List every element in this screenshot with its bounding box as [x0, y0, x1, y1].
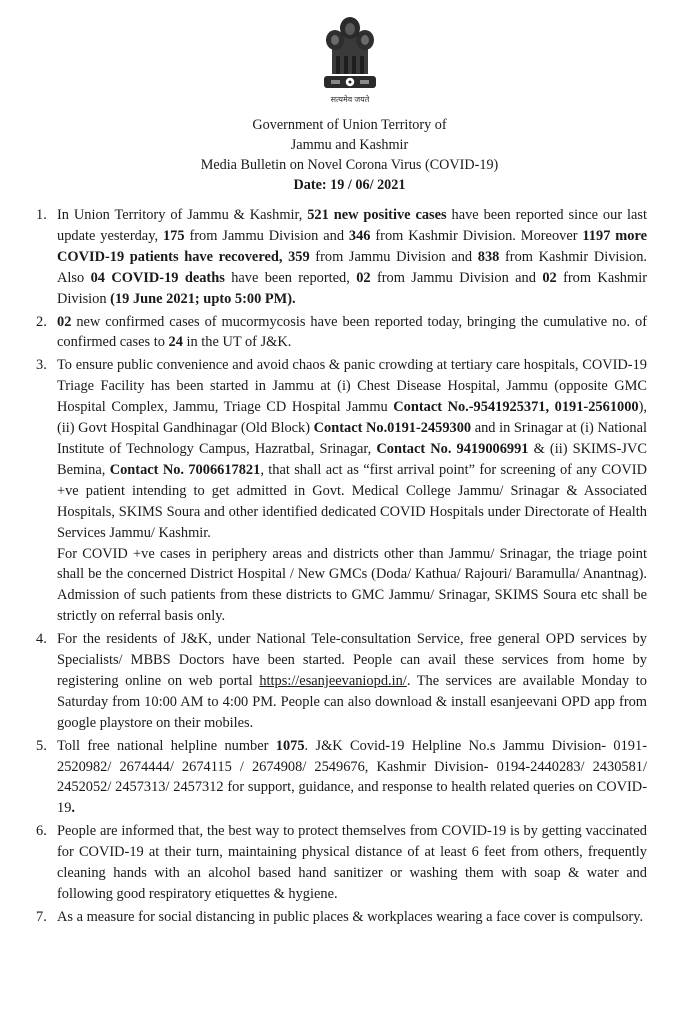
header-bulletin-title: Media Bulletin on Novel Corona Virus (COVID-19) [200, 157, 499, 173]
body-text: For COVID +ve cases in periphery areas and districts other than Jammu/ Srinagar, the triage point shall be the concerned District Hospital / New GMCs (Doda/ Kathua/ Rajouri/ Baramulla/ Anantnag). Admission of such patients from these districts to GMC Jammu/ Srinagar, SKIMS Soura etc shall be strictly on referral basis only. [57, 545, 647, 625]
national-emblem-icon [302, 10, 398, 102]
bulletin-point-paragraph [57, 629, 647, 734]
bulletin-point-paragraph [57, 355, 647, 543]
bulletin-point-number: 7. [36, 908, 47, 925]
emphasized-text: 1075 [275, 737, 305, 754]
body-text: People are informed that, the best way to protect themselves from COVID-19 is by getting vaccinated for COVID-19 at their turn, maintaining physical distance of at least 6 feet from others, frequently cleaning hands with an alcohol based hand sanitizer or washing them with soap & water and following good respiratory etiquettes & hygiene. [57, 823, 647, 902]
bulletin-point [0, 821, 699, 905]
emphasized-text: Contact No.0191-2459300 [313, 420, 472, 437]
body-text: from Kashmir Division [57, 269, 647, 307]
body-text: . J&K Covid-19 Helpline No.s Jammu Division- 0191-2520982/ 2674444/ 2674115 / 2674908/ 2549676, Kashmir Division- 0194-2440283/ 2430581/ 2452052/ 2457313/ 2457312 for support, guidance, and response to health related queries on COVID-19 [57, 737, 647, 817]
bulletin-point [0, 736, 699, 820]
emphasized-text: Contact No. 7006617821 [109, 461, 261, 478]
emblem-motto: सत्यमेव जयते [330, 95, 370, 104]
bulletin-point [0, 629, 699, 734]
body-text: have been reported, [224, 269, 357, 286]
bulletin-point-number: 1. [36, 207, 47, 223]
body-text: As a measure for social distancing in public places & workplaces wearing a face cover is compulsory. [57, 908, 644, 925]
body-text: from Jammu Division and [184, 227, 349, 244]
bulletin-points-list [0, 205, 699, 930]
body-text: from Kashmir Division. Moreover [370, 227, 583, 244]
body-text: from Kashmir Division. Also [57, 248, 647, 286]
body-text: from Jammu Division and [370, 269, 543, 286]
bulletin-point [0, 312, 699, 354]
body-text: in the UT of J&K. [182, 334, 292, 351]
body-text: & (ii) SKIMS-JVC Bemina, [57, 440, 647, 478]
body-text: For the residents of J&K, under National Tele-consultation Service, free general OPD services by Specialists/ MBBS Doctors have been started. People can avail these services from home by registering online on web portal [57, 631, 647, 689]
bulletin-point-number: 6. [36, 823, 47, 840]
bulletin-point-number: 2. [36, 313, 47, 330]
bulletin-header [0, 115, 699, 195]
emphasized-text: 04 COVID-19 deaths [90, 269, 225, 286]
body-text: Toll free national helpline number [57, 737, 276, 754]
body-text: , that shall act as “first arrival point” for screening of any COVID +ve patient intending to get admitted in Govt. Medical College Jammu/ Srinagar & Associated Hospitals, SKIMS Soura and other identified dedicated COVID Hospitals under Directorate of Health Services Jammu/ Kashmir. [57, 461, 647, 541]
bulletin-point-number: 5. [36, 737, 47, 754]
body-text: have been reported since our last update yesterday, [57, 207, 647, 244]
bulletin-date: Date: 19 / 06/ 2021 [293, 177, 406, 193]
emphasized-text: 1197 more COVID-19 patients have recovered, 359 [57, 227, 647, 265]
body-text: and in Srinagar at (i) National Institute of Technology Campus, Hazratbal, Srinagar, [57, 420, 647, 457]
emphasized-text: 346 [348, 227, 371, 244]
body-text: . The services are available Monday to Saturday from 10:00 AM to 4:00 PM. People can also download & install esanjeevani OPD app from google playstore on their mobiles. [57, 672, 647, 731]
bulletin-point-paragraph [57, 205, 647, 310]
bulletin-point-number: 4. [36, 631, 47, 648]
bulletin-point-paragraph [57, 312, 647, 354]
header-territory-line: Jammu and Kashmir [290, 137, 409, 153]
bulletin-point-paragraph [57, 544, 647, 628]
header-government-line: Government of Union Territory of [252, 117, 447, 133]
bulletin-point-number: 3. [36, 357, 47, 374]
body-text: ), (ii) Govt Hospital Gandhinagar (Old Block) [57, 399, 647, 437]
emphasized-text: 838 [477, 248, 500, 265]
bulletin-point [0, 205, 699, 310]
body-text: In Union Territory of Jammu & Kashmir, [57, 207, 308, 223]
emphasized-text: 521 new positive cases [307, 207, 447, 223]
bulletin-point-paragraph [57, 736, 647, 820]
bulletin-point [0, 907, 699, 928]
emphasized-text: 02 [356, 269, 371, 286]
emphasized-text: (19 June 2021; upto 5:00 PM). [110, 290, 296, 307]
emphasized-text: 02 [57, 313, 72, 330]
body-text: new confirmed cases of mucormycosis have been reported today, bringing the cumulative no. of confirmed cases to [57, 313, 647, 351]
emphasized-text: 02 [542, 269, 557, 286]
bulletin-point-paragraph [57, 821, 647, 905]
bulletin-point-paragraph [57, 907, 647, 928]
web-portal-link[interactable]: https://esanjeevaniopd.in/ [259, 672, 407, 689]
emphasized-text: 175 [162, 227, 185, 244]
emphasized-text: 24 [168, 334, 183, 351]
emphasized-text: . [71, 800, 75, 817]
emphasized-text: Contact No. 9419006991 [376, 440, 529, 457]
body-text: from Jammu Division and [309, 248, 478, 265]
body-text: To ensure public convenience and avoid chaos & panic crowding at tertiary care hospitals, COVID-19 Triage Facility has been started in Jammu at (i) Chest Disease Hospital, Jammu (opposite GMC Hospital Complex, Jammu, Triage CD Hospital Jammu [57, 357, 647, 416]
bulletin-point [0, 355, 699, 627]
emphasized-text: Contact No.-9541925371, 0191-2561000 [393, 399, 639, 416]
